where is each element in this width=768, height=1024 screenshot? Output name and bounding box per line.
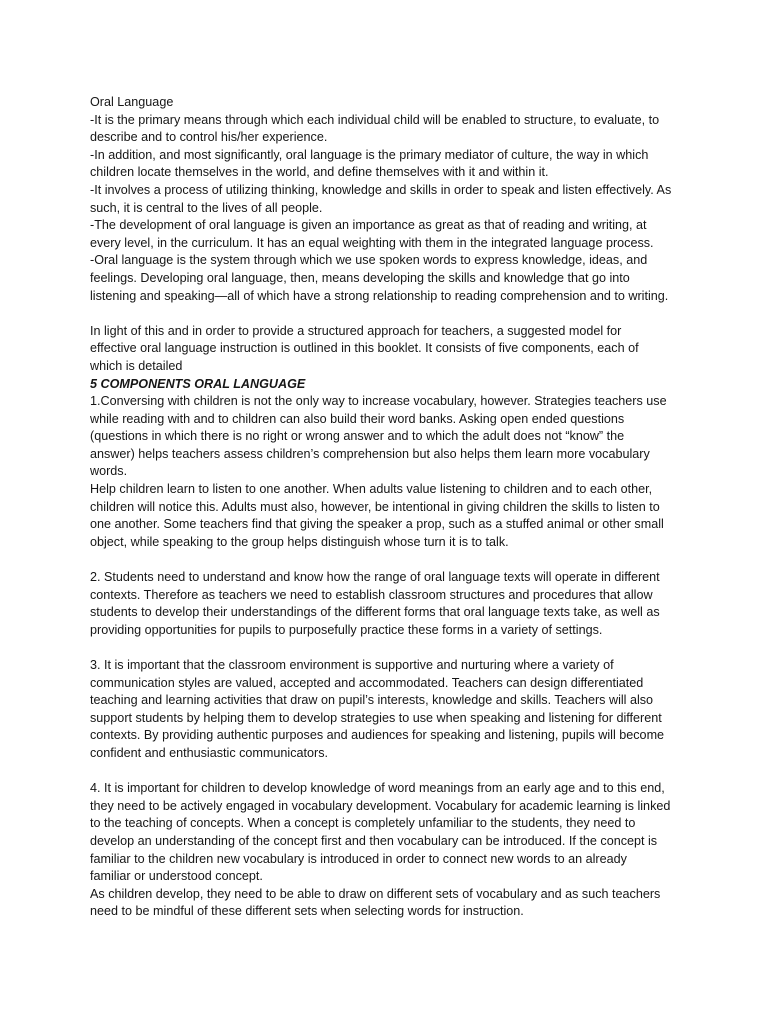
paragraph-line: -It is the primary means through which each individual child will be enabled to structure, to evaluate, to [90,112,660,127]
paragraph-line: Help children learn to listen to one another. When adults value listening to children and to each other, [90,482,653,497]
paragraph-line: which is detailed [90,358,183,373]
paragraph-line: children locate themselves in the world, and define themselves with it and within it. [90,165,549,180]
paragraph-line: -The development of oral language is given an importance as great as that of reading and writing, at [90,218,647,233]
paragraph-line: describe and to control his/her experience. [90,130,328,145]
paragraph-line: while reading with and to children can also build their word banks. Asking open ended questions [90,411,625,426]
paragraph-line: -In addition, and most significantly, oral language is the primary mediator of culture, the way in which [90,147,649,162]
paragraph-line: contexts. Therefore as teachers we need to establish classroom structures and procedures that allow [90,587,653,602]
paragraph-line: communication styles are valued, accepted and accommodated. Teachers can design differentiated [90,675,644,690]
paragraph-line: support students by helping them to develop strategies to use when speaking and listening for different [90,710,662,725]
paragraph-line: need to be mindful of these different sets when selecting words for instruction. [90,904,524,919]
paragraph-line: -Oral language is the system through which we use spoken words to express knowledge, ideas, and [90,253,648,268]
paragraph-line: 4. It is important for children to develop knowledge of word meanings from an early age and to this end, [90,781,665,796]
paragraph-line: object, while speaking to the group helps distinguish whose turn it is to talk. [90,534,509,549]
paragraph-line: -It involves a process of utilizing thinking, knowledge and skills in order to speak and listen effectively. As [90,182,672,197]
paragraph-gap [90,639,704,657]
paragraph-line: (questions in which there is no right or wrong answer and to which the adult does not “know” the [90,429,625,444]
paragraph-line: As children develop, they need to be able to draw on different sets of vocabulary and as such teachers [90,886,661,901]
paragraph-gap [90,763,704,781]
paragraph-gap [90,305,704,323]
paragraph-line: 3. It is important that the classroom environment is supportive and nurturing where a variety of [90,658,614,672]
paragraph-line: develop an understanding of the concept first and then vocabulary can be introduced. If the concept is [90,833,658,848]
paragraph-line: to the teaching of concepts. When a concept is completely unfamiliar to the students, they need to [90,816,636,831]
paragraph-line: they need to be actively engaged in vocabulary development. Vocabulary for academic learning is linked [90,798,671,813]
paragraph-line: feelings. Developing oral language, then, means developing the skills and knowledge that go into [90,270,630,285]
paragraph-line: teaching and learning activities that draw on pupil’s interests, knowledge and skills. Teachers will also [90,693,654,708]
paragraph-gap [90,551,704,569]
paragraph-line: familiar or understood concept. [90,869,263,884]
paragraph-line: confident and enthusiastic communicators. [90,745,329,760]
paragraph-line: effective oral language instruction is outlined in this booklet. It consists of five components, each of [90,341,639,356]
paragraph-line: students to develop their understandings of the different forms that oral language texts take, as well as [90,605,660,620]
paragraph-line: providing opportunities for pupils to purposefully practice these forms in a variety of settings. [90,622,603,637]
paragraph-line: one another. Some teachers find that giving the speaker a prop, such as a stuffed animal or other small [90,517,664,532]
paragraph-line: every level, in the curriculum. It has an equal weighting with them in the integrated language process. [90,235,654,250]
paragraph-line: contexts. By providing authentic purposes and audiences for speaking and listening, pupils will become [90,728,665,743]
paragraph-line: words. [90,464,128,479]
paragraph-line: answer) helps teachers assess children’s comprehension but also helps them learn more vocabulary [90,446,650,461]
paragraph-line: children will notice this. Adults must also, however, be intentional in giving children the skills to listen to [90,499,660,514]
paragraph-line: 1.Conversing with children is not the only way to increase vocabulary, however. Strategies teachers use [90,394,667,409]
document-title: Oral Language [90,95,174,109]
paragraph-line: listening and speaking—all of which have a strong relationship to reading comprehension and to writing. [90,288,669,303]
paragraph-line: familiar to the children new vocabulary is introduced in order to connect new words to an already [90,851,627,866]
paragraph-line: 2. Students need to understand and know how the range of oral language texts will operate in different [90,570,660,585]
paragraph-line: In light of this and in order to provide a structured approach for teachers, a suggested model for [90,323,622,338]
paragraph-line: such, it is central to the lives of all people. [90,200,323,215]
section-heading: 5 COMPONENTS ORAL LANGUAGE [90,376,306,391]
